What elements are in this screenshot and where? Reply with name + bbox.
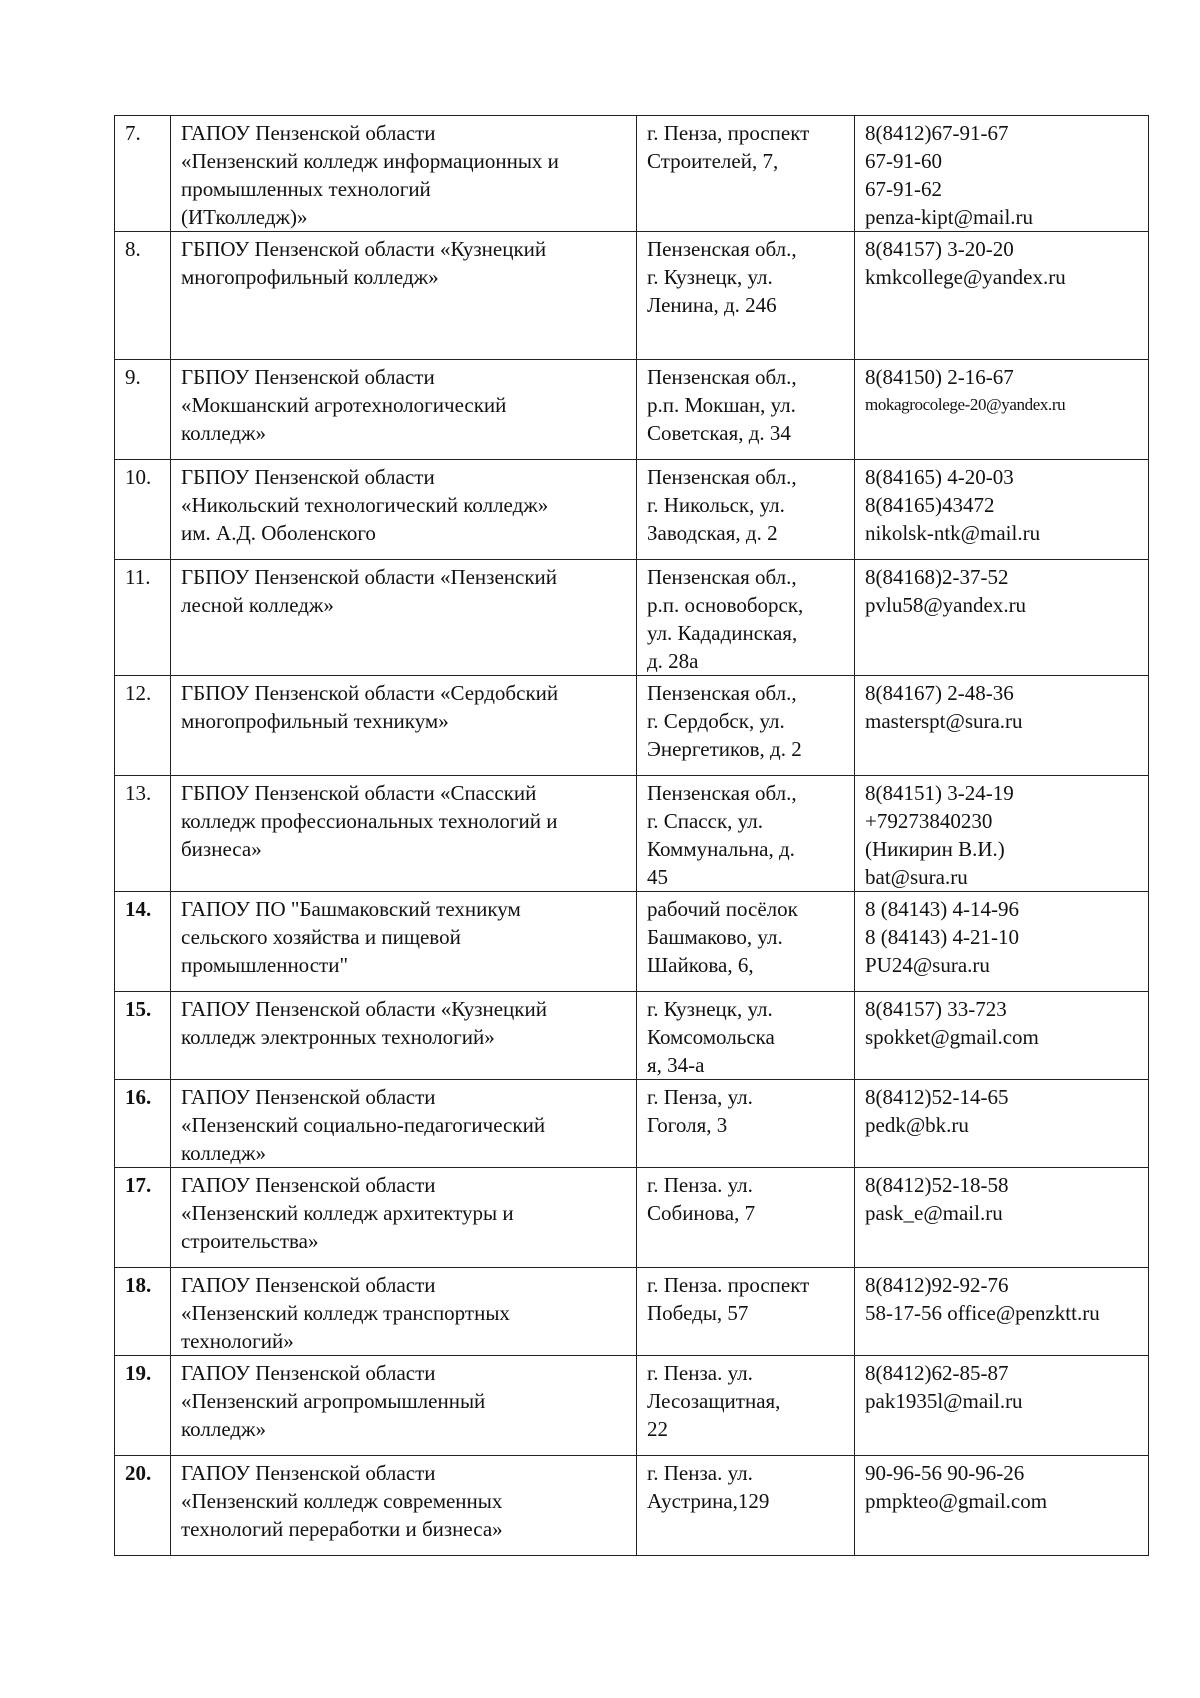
row-number: 8. (115, 232, 171, 360)
college-name-cell (171, 560, 637, 676)
college-name-line: многопрофильный техникум» (181, 709, 449, 733)
address-line: г. Пенза. ул. (647, 1461, 753, 1485)
contact-line: 8(84168)2-37-52 (865, 565, 1009, 589)
contact-line: pvlu58@yandex.ru (865, 593, 1027, 617)
college-name-line: колледж» (181, 421, 267, 445)
contact-line: (Никирин В.И.) (865, 837, 1005, 861)
college-name-line: ГБПОУ Пензенской области «Кузнецкий (181, 237, 547, 261)
college-name-line: колледж электронных технологий» (181, 1025, 495, 1049)
address-line: г. Никольск, ул. (647, 493, 785, 517)
contacts-cell (855, 460, 1149, 560)
college-name-line: ГАПОУ Пензенской области «Кузнецкий (181, 997, 547, 1021)
address-line: Пензенская обл., (647, 781, 797, 805)
contact-line: kmkcollege@yandex.ru (865, 265, 1066, 289)
address-cell (637, 460, 855, 560)
address-line: д. 28а (647, 649, 699, 673)
contact-line: 8(8412)62-85-87 (865, 1361, 1009, 1385)
address-line: Пензенская обл., (647, 565, 797, 589)
row-number: 11. (115, 560, 171, 676)
address-cell (637, 1456, 855, 1556)
college-name-cell (171, 992, 637, 1080)
college-name-line: «Пензенский колледж современных (181, 1489, 503, 1513)
table-row (115, 1356, 1149, 1456)
contact-line: 67-91-62 (865, 177, 942, 201)
table-row (115, 460, 1149, 560)
address-line: г. Пенза. проспект (647, 1273, 810, 1297)
address-line: Пензенская обл., (647, 237, 797, 261)
colleges-table-body (115, 116, 1149, 1556)
contact-line: 8(84157) 3-20-20 (865, 237, 1014, 261)
table-row (115, 892, 1149, 992)
contacts-cell (855, 560, 1149, 676)
college-name-cell (171, 676, 637, 776)
address-line: р.п. основоборск, (647, 593, 804, 617)
table-row (115, 1080, 1149, 1168)
table-row (115, 1456, 1149, 1556)
college-name-line: «Никольский технологический колледж» (181, 493, 549, 517)
table-row (115, 992, 1149, 1080)
table-row (115, 776, 1149, 892)
address-cell (637, 676, 855, 776)
college-name-line: колледж» (181, 1141, 267, 1165)
college-name-line: ГАПОУ Пензенской области (181, 121, 436, 145)
contact-line: pmpkteo@gmail.com (865, 1489, 1048, 1513)
address-line: р.п. Мокшан, ул. (647, 393, 796, 417)
address-line: Собинова, 7 (647, 1201, 756, 1225)
contact-line: bat@sura.ru (865, 865, 968, 889)
college-name-line: ГАПОУ Пензенской области (181, 1085, 436, 1109)
address-line: рабочий посёлок (647, 897, 798, 921)
address-line: Энергетиков, д. 2 (647, 737, 802, 761)
college-name-line: ГАПОУ Пензенской области (181, 1461, 436, 1485)
college-name-line: «Пензенский социально-педагогический (181, 1113, 546, 1137)
college-name-line: технологий» (181, 1329, 294, 1353)
table-row (115, 360, 1149, 460)
row-number: 20. (115, 1456, 171, 1556)
row-number: 18. (115, 1268, 171, 1356)
table-row (115, 560, 1149, 676)
contact-line: 8(84151) 3-24-19 (865, 781, 1014, 805)
contact-line: 8(84165)43472 (865, 493, 995, 517)
contact-line: +79273840230 (865, 809, 993, 833)
contacts-cell (855, 1168, 1149, 1268)
contact-line: 8(84157) 33-723 (865, 997, 1007, 1021)
contacts-cell (855, 1080, 1149, 1168)
row-number: 12. (115, 676, 171, 776)
table-row (115, 116, 1149, 232)
contacts-cell (855, 1456, 1149, 1556)
contact-line: 58-17-56 office@penzktt.ru (865, 1301, 1100, 1325)
college-name-cell (171, 1356, 637, 1456)
address-cell (637, 1080, 855, 1168)
row-number: 17. (115, 1168, 171, 1268)
contact-line: pask_e@mail.ru (865, 1201, 1003, 1225)
address-cell (637, 1268, 855, 1356)
contact-line: 8(8412)67-91-67 (865, 121, 1009, 145)
row-number: 10. (115, 460, 171, 560)
contact-line: mokagrocolege-20@yandex.ru (865, 395, 1066, 414)
contact-line: spokket@gmail.com (865, 1025, 1039, 1049)
college-name-line: многопрофильный колледж» (181, 265, 439, 289)
college-name-line: ГАПОУ Пензенской области (181, 1273, 436, 1297)
address-cell (637, 560, 855, 676)
row-number: 14. (115, 892, 171, 992)
contact-line: 8(84165) 4-20-03 (865, 465, 1014, 489)
college-name-cell (171, 232, 637, 360)
college-name-line: ГБПОУ Пензенской области «Сердобский (181, 681, 559, 705)
address-cell (637, 892, 855, 992)
address-line: г. Пенза, проспект (647, 121, 810, 145)
college-name-cell (171, 360, 637, 460)
address-line: г. Пенза. ул. (647, 1361, 753, 1385)
contacts-cell (855, 892, 1149, 992)
college-name-line: сельского хозяйства и пищевой (181, 925, 461, 949)
row-number: 15. (115, 992, 171, 1080)
college-name-line: «Пензенский колледж транспортных (181, 1301, 510, 1325)
row-number: 16. (115, 1080, 171, 1168)
college-name-cell (171, 892, 637, 992)
college-name-line: ГАПОУ ПО "Башмаковский техникум (181, 897, 521, 921)
address-line: Шайкова, 6, (647, 953, 754, 977)
address-line: г. Кузнецк, ул. (647, 997, 773, 1021)
contact-line: pedk@bk.ru (865, 1113, 969, 1137)
contacts-cell (855, 1268, 1149, 1356)
contact-line: 67-91-60 (865, 149, 942, 173)
college-name-line: колледж профессиональных технологий и (181, 809, 558, 833)
address-line: я, 34-а (647, 1053, 705, 1077)
address-line: ул. Кададинская, (647, 621, 798, 645)
college-name-line: лесной колледж» (181, 593, 334, 617)
college-name-cell (171, 116, 637, 232)
address-line: Комсомольска (647, 1025, 775, 1049)
college-name-line: строительства» (181, 1229, 319, 1253)
contact-line: 8 (84143) 4-14-96 (865, 897, 1019, 921)
college-name-line: «Пензенский колледж информационных и (181, 149, 559, 173)
row-number: 7. (115, 116, 171, 232)
college-name-cell (171, 1268, 637, 1356)
college-name-line: ГАПОУ Пензенской области (181, 1173, 436, 1197)
contact-line: 8 (84143) 4-21-10 (865, 925, 1019, 949)
address-line: Пензенская обл., (647, 465, 797, 489)
contacts-cell (855, 992, 1149, 1080)
table-row (115, 676, 1149, 776)
college-name-line: промышленных технологий (181, 177, 431, 201)
address-cell (637, 776, 855, 892)
table-row (115, 1168, 1149, 1268)
college-name-cell (171, 1080, 637, 1168)
college-name-line: ГБПОУ Пензенской области (181, 365, 435, 389)
contacts-cell (855, 232, 1149, 360)
contact-line: masterspt@sura.ru (865, 709, 1023, 733)
college-name-line: колледж» (181, 1417, 267, 1441)
contacts-cell (855, 776, 1149, 892)
address-line: г. Пенза, ул. (647, 1085, 753, 1109)
address-line: Заводская, д. 2 (647, 521, 778, 545)
college-name-cell (171, 776, 637, 892)
contacts-cell (855, 1356, 1149, 1456)
address-line: 22 (647, 1417, 668, 1441)
address-line: Ленина, д. 246 (647, 293, 777, 317)
address-line: г. Пенза. ул. (647, 1173, 753, 1197)
address-cell (637, 992, 855, 1080)
address-line: Аустрина,129 (647, 1489, 770, 1513)
college-name-line: «Пензенский колледж архитектуры и (181, 1201, 514, 1225)
address-line: Советская, д. 34 (647, 421, 791, 445)
college-name-line: (ИТколледж)» (181, 205, 308, 229)
college-name-line: им. А.Д. Оболенского (181, 521, 376, 545)
contact-line: penza-kipt@mail.ru (865, 205, 1034, 229)
address-cell (637, 232, 855, 360)
table-row (115, 232, 1149, 360)
college-name-line: «Мокшанский агротехнологический (181, 393, 507, 417)
contact-line: 90-96-56 90-96-26 (865, 1461, 1025, 1485)
address-line: г. Кузнецк, ул. (647, 265, 773, 289)
table-row (115, 1268, 1149, 1356)
address-line: Пензенская обл., (647, 365, 797, 389)
contact-line: nikolsk-ntk@mail.ru (865, 521, 1041, 545)
address-line: Победы, 57 (647, 1301, 749, 1325)
address-line: 45 (647, 865, 668, 889)
contacts-cell (855, 116, 1149, 232)
college-name-cell (171, 1168, 637, 1268)
address-cell (637, 1168, 855, 1268)
row-number: 19. (115, 1356, 171, 1456)
address-line: Гоголя, 3 (647, 1113, 728, 1137)
address-cell (637, 116, 855, 232)
college-name-line: бизнеса» (181, 837, 262, 861)
address-line: Строителей, 7, (647, 149, 779, 173)
contact-line: 8(8412)92-92-76 (865, 1273, 1009, 1297)
contacts-cell (855, 676, 1149, 776)
college-name-line: ГАПОУ Пензенской области (181, 1361, 436, 1385)
address-cell (637, 360, 855, 460)
college-name-line: ГБПОУ Пензенской области (181, 465, 435, 489)
college-name-cell (171, 1456, 637, 1556)
college-name-line: технологий переработки и бизнеса» (181, 1517, 503, 1541)
contacts-cell (855, 360, 1149, 460)
address-line: Пензенская обл., (647, 681, 797, 705)
college-name-cell (171, 460, 637, 560)
contact-line: 8(84167) 2-48-36 (865, 681, 1014, 705)
address-cell (637, 1356, 855, 1456)
colleges-table (114, 115, 1149, 1556)
college-name-line: ГБПОУ Пензенской области «Пензенский (181, 565, 558, 589)
row-number: 13. (115, 776, 171, 892)
contact-line: 8(84150) 2-16-67 (865, 365, 1014, 389)
address-line: г. Спасск, ул. (647, 809, 763, 833)
address-line: г. Сердобск, ул. (647, 709, 785, 733)
college-name-line: «Пензенский агропромышленный (181, 1389, 486, 1413)
contact-line: pak1935l@mail.ru (865, 1389, 1023, 1413)
contact-line: 8(8412)52-18-58 (865, 1173, 1009, 1197)
row-number: 9. (115, 360, 171, 460)
college-name-line: ГБПОУ Пензенской области «Спасский (181, 781, 537, 805)
contact-line: PU24@sura.ru (865, 953, 990, 977)
contact-line: 8(8412)52-14-65 (865, 1085, 1009, 1109)
address-line: Коммунальна, д. (647, 837, 795, 861)
college-name-line: промышленности" (181, 953, 349, 977)
address-line: Лесозащитная, (647, 1389, 781, 1413)
address-line: Башмаково, ул. (647, 925, 783, 949)
